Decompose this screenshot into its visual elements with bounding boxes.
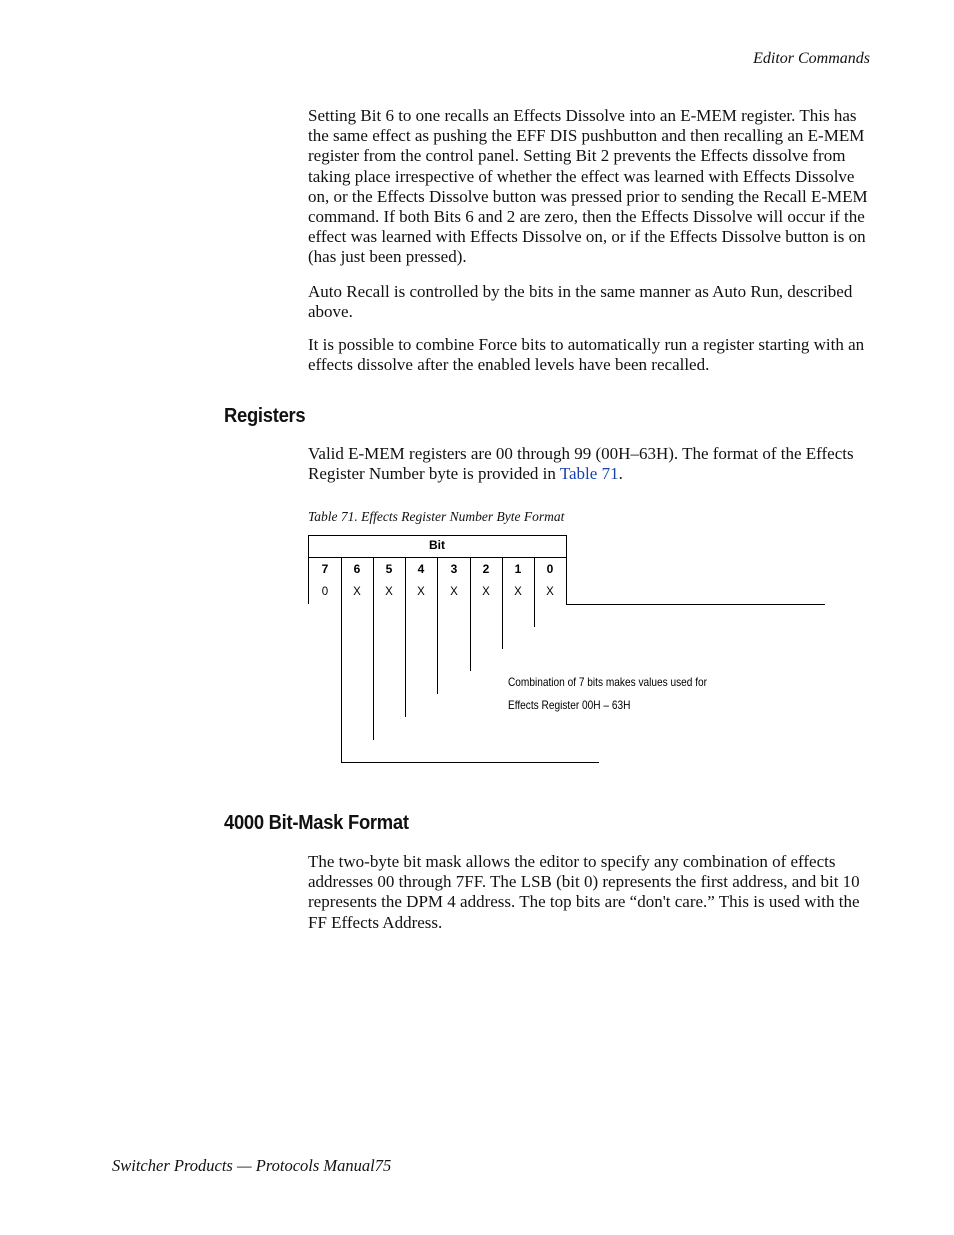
bit-header-4: 4 [417,562,425,576]
bit-group-header: Bit [429,538,445,552]
bit-value-0: X [546,586,554,598]
bit-header-7: 7 [321,562,329,576]
bit-header-5: 5 [385,562,393,576]
paragraph-text-end: . [618,464,623,484]
bit-value-2: X [482,586,490,598]
diagram-note-line-1: Combination of 7 bits makes values used for [508,676,708,690]
bit-header-6: 6 [353,562,361,576]
diagram-note-line-2: Effects Register 00H – 63H [508,699,631,713]
bit-value-7: 0 [321,586,329,598]
paragraph-text: Valid E-MEM registers are 00 through 99 (00H–63H). The format of the Effects Register Number byte is provided in [308,444,854,484]
bit-value-4: X [417,586,425,598]
bit-header-1: 1 [514,562,522,576]
table-caption: Table 71. Effects Register Number Byte Format [308,509,565,524]
bit-header-3: 3 [450,562,458,576]
bit-value-3: X [450,586,458,598]
paragraph-bit-mask: The two-byte bit mask allows the editor to specify any combination of effects addresses 00 through 7FF. The LSB (bit 0) represents the first address, and bit 10 represents the DPM 4 address. The top bits are “don't care.” This is used with the FF Effects Address. [308,852,860,932]
bit-value-5: X [385,586,393,598]
paragraph-force-bits: It is possible to combine Force bits to automatically run a register starting with an effects dissolve after the enabled levels have been recalled. [308,335,865,375]
bit-value-6: X [353,586,361,598]
bit-value-1: X [514,586,522,598]
paragraph-auto-recall: Auto Recall is controlled by the bits in the same manner as Auto Run, described above. [308,282,853,322]
table-71-link[interactable]: Table 71 [559,464,619,484]
paragraph-effects-dissolve: Setting Bit 6 to one recalls an Effects Dissolve into an E-MEM register. This has the same effect as pushing the EFF DIS pushbutton and then recalling an E-MEM register from the control panel. Setting Bit 2 prevents the Effects dissolve from taking place irrespective of whether the effect was learned with Effects Dissolve on, or the Effects Dissolve button was pressed prior to sending the Recall E-MEM command. If both Bits 6 and 2 are zero, then the Effects Dissolve will occur if the effect was learned with Effects Dissolve on, or if the Effects Dissolve button is on (has just been pressed). [308,106,868,267]
page-footer: Switcher Products — Protocols Manual75 [112,1156,392,1175]
running-header: Editor Commands [753,50,870,67]
heading-registers: Registers [224,405,306,427]
heading-bit-mask-format: 4000 Bit-Mask Format [224,812,409,834]
bit-header-0: 0 [546,562,554,576]
bit-header-2: 2 [482,562,490,576]
